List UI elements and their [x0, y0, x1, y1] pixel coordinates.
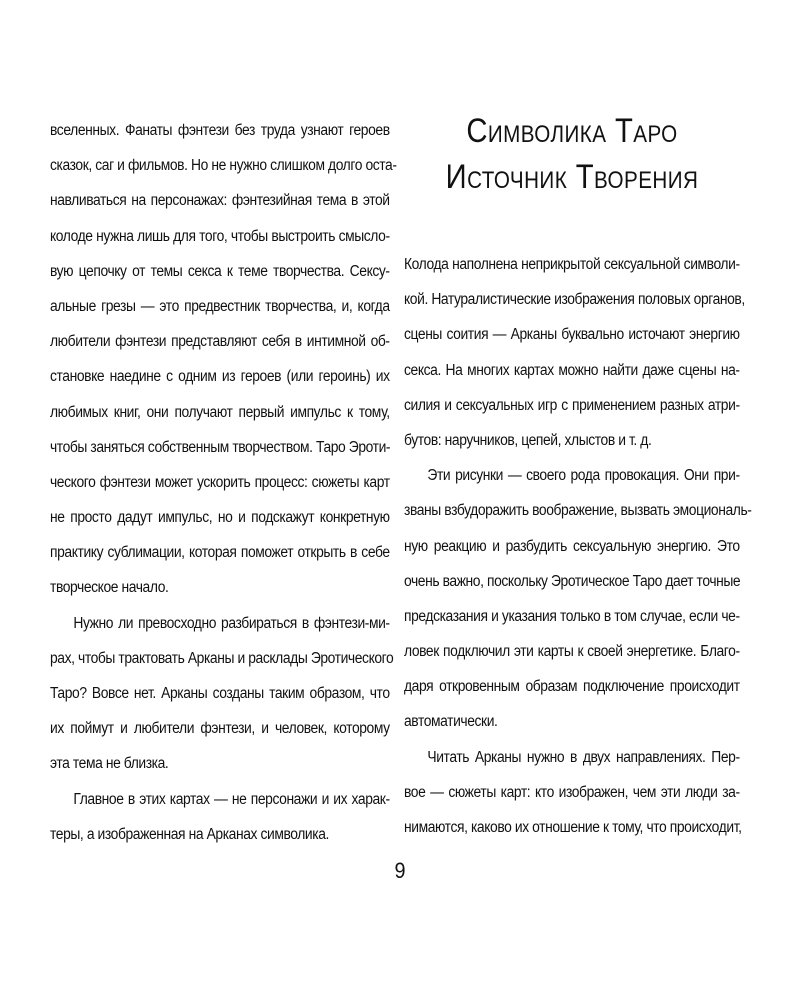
text-line: эта тема не близка. — [50, 755, 169, 773]
text-line: творческое начало. — [50, 579, 169, 597]
text-line: их поймут и любители фэнтези, и человек, которому — [50, 720, 390, 738]
text-line: любители фэнтези представляют себя в интимной об- — [50, 333, 390, 351]
right-column — [404, 247, 752, 845]
section-heading — [404, 108, 740, 200]
text-line: вое — сюжеты карт: кто изображен, чем эти люди за- — [404, 783, 740, 801]
text-line: ную реакцию и разбудить сексуальную энергию. Это — [404, 537, 740, 555]
text-line: Таро? Вовсе нет. Арканы созданы таким образом, что — [50, 685, 390, 702]
text-line: ческого фэнтези может ускорить процесс: сюжеты карт — [50, 473, 390, 491]
text-line: становке наедине с одним из героев (или героинь) их — [50, 368, 390, 386]
text-line: секса. На многих картах можно найти даже сцены на- — [404, 361, 740, 379]
text-line: званы взбудоражить воображение, вызвать эмоциональ- — [404, 502, 752, 520]
text-line: не просто дадут импульс, но и подскажут конкретную — [50, 509, 390, 527]
text-line: вую цепочку от темы секса к теме творчества. Сексу- — [50, 262, 390, 280]
text-line: вселенных. Фанаты фэнтези без труда узнают героев — [50, 122, 390, 139]
text-line: кой. Натуралистические изображения половых органов, — [404, 291, 745, 309]
text-line: сцены соития — Арканы буквально источают энергию — [404, 326, 740, 344]
text-line: навливаться на персонажах: фэнтезийная тема в этой — [50, 192, 390, 210]
text-line: рах, чтобы трактовать Арканы и расклады Эротического — [50, 649, 394, 667]
text-line: колоде нужна лишь для того, чтобы выстроить смысло- — [50, 227, 390, 245]
text-line: практику сублимации, которая поможет открыть в себе — [50, 544, 390, 562]
text-line: альные грезы — это предвестник творчества, и, когда — [50, 297, 390, 315]
text-line: очень важно, поскольку Эротическое Таро дает точные — [404, 572, 741, 590]
text-line: автоматически. — [404, 713, 498, 731]
text-line: теры, а изображенная на Арканах символика. — [50, 825, 329, 843]
text-line: любимых книг, они получают первый импульс к тому, — [50, 403, 390, 421]
text-line: предсказания и указания только в том случае, если че- — [404, 607, 740, 625]
text-line: Нужно ли превосходно разбираться в фэнтези-ми- — [73, 614, 390, 632]
text-line: бутов: наручников, цепей, хлыстов и т. д. — [404, 431, 652, 449]
heading-line-1: Символика Таро — [466, 112, 678, 150]
text-line: Читать Арканы нужно в двух направлениях. Пер- — [427, 748, 740, 766]
heading-line-2: Источник Творения — [445, 158, 699, 196]
text-line: чтобы заняться собственным творчеством. Таро Эроти- — [50, 438, 391, 456]
text-line: Колода наполнена неприкрытой сексуальной символи- — [404, 256, 740, 273]
text-line: сказок, саг и фильмов. Но не нужно слишком долго оста- — [50, 157, 397, 175]
text-line: нимаются, каково их отношение к тому, что происходит, — [404, 819, 742, 836]
text-line: ловек подключил эти карты к своей энергетике. Благо- — [404, 643, 740, 661]
text-line: Эти рисунки — своего рода провокация. Они при- — [427, 467, 740, 485]
page-number: 9 — [394, 858, 406, 883]
text-line: даря откровенным образам подключение происходит — [404, 678, 740, 696]
text-line: силия и сексуальных игр с применением разных атри- — [404, 396, 740, 414]
left-column — [50, 113, 397, 852]
text-line: Главное в этих картах — не персонажи и их харак- — [73, 790, 390, 808]
